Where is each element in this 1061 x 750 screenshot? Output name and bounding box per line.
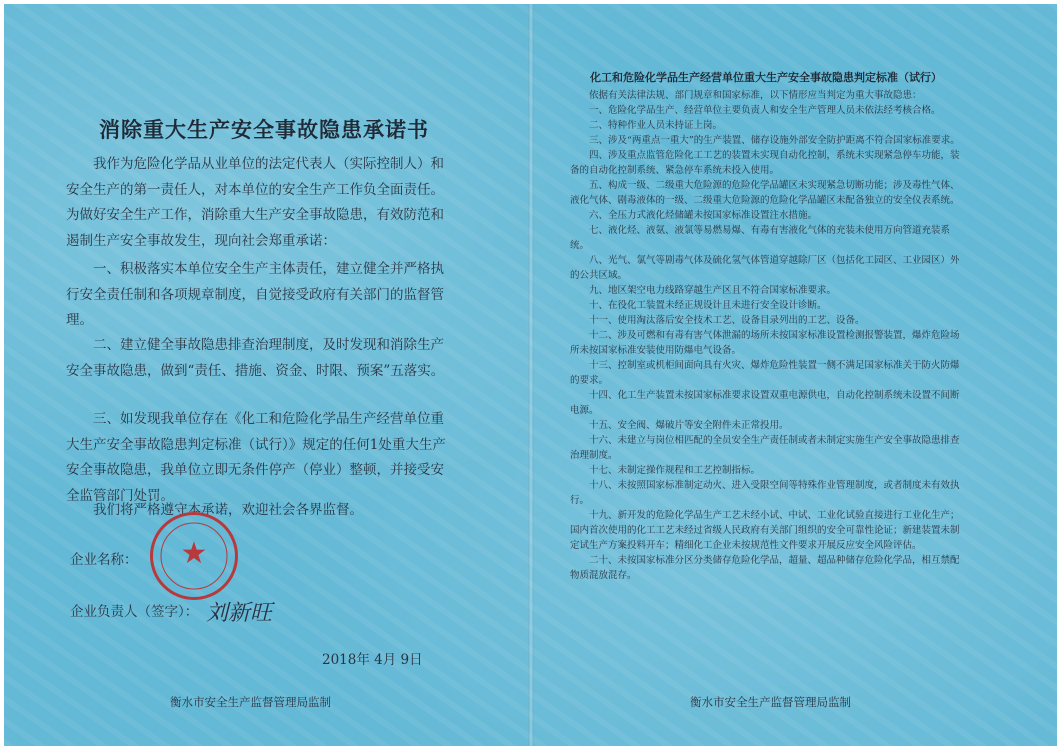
commitment-item-1: 一、积极落实本单位安全生产主体责任，建立健全并严格执行安全责任制和各项规章制度，自觉接受政府有关部门的监督管理。 <box>66 261 444 328</box>
standard-item: 十五、安全阀、爆破片等安全附件未正常投用。 <box>589 420 789 431</box>
standard-item: 九、地区架空电力线路穿越生产区且不符合国家标准要求。 <box>589 285 837 296</box>
standard-item: 十、在役化工装置未经正规设计且未进行安全设计诊断。 <box>589 300 827 311</box>
star-icon: ★ <box>180 536 208 571</box>
signing-date: 2018年 4月 9日 <box>322 652 423 668</box>
standard-item: 十四、化工生产装置未按国家标准要求设置双重电源供电，自动化控制系统未设置不间断电源。 <box>570 390 960 416</box>
standard-title: 化工和危险化学品生产经营单位重大生产安全事故隐患判定标准（试行） <box>590 71 942 84</box>
standard-item: 十七、未制定操作规程和工艺控制指标。 <box>589 465 761 476</box>
standard-item: 七、液化烃、液氨、液氯等易燃易爆、有毒有害液化气体的充装未使用万向管道充装系统。 <box>570 225 951 251</box>
page-fold <box>528 4 534 746</box>
standard-item: 十二、涉及可燃和有毒有害气体泄漏的场所未按国家标准设置检测报警装置，爆炸危险场所未按国家标准安装使用防爆电气设备。 <box>570 330 960 356</box>
commitment-title: 消除重大生产安全事故隐患承诺书 <box>99 117 429 142</box>
standard-item: 四、涉及重点监管危险化工工艺的装置未实现自动化控制，系统未实现紧急停车功能，装备的自动化控制系统、紧急停车系统未投入使用。 <box>570 150 960 176</box>
standard-item: 一、危险化学品生产、经营单位主要负责人和安全生产管理人员未依法经考核合格。 <box>589 105 941 116</box>
left-footer: 衡水市安全生产监督管理局监制 <box>170 695 331 709</box>
standard-item: 八、光气、氯气等剧毒气体及硫化氢气体管道穿越除厂区（包括化工园区、工业园区）外的公共区域。 <box>570 255 960 281</box>
standard-item: 十九、新开发的危险化学品生产工艺未经小试、中试、工业化试验直接进行工业化生产；国内首次使用的化工工艺未经过省级人民政府有关部门组织的安全可靠性论证；新建装置未制定试生产方案投料开车；精细化工企业未按规范性文件要求开展反应安全风险评估。 <box>570 510 960 551</box>
commitment-item-2: 二、建立健全事故隐患排查治理制度，及时发现和消除生产安全事故隐患，做到“责任、措施、资金、时限、预案”五落实。 <box>66 337 445 379</box>
standard-item: 二、特种作业人员未持证上岗。 <box>589 120 723 131</box>
standard-items-list <box>570 88 966 583</box>
intro-paragraph: 我作为危险化学品从业单位的法定代表人（实际控制人）和安全生产的第一责任人，对本单位的安全生产工作负全面责任。为做好安全生产工作，消除重大生产安全事故隐患，有效防范和遏制生产安全事故发生，现向社会郑重承诺： <box>66 156 444 249</box>
standard-item: 十八、未按照国家标准制定动火、进入受限空间等特殊作业管理制度，或者制度未有效执行。 <box>570 480 960 506</box>
company-seal <box>150 512 238 600</box>
commitment-item-3: 三、如发现我单位存在《化工和危险化学品生产经营单位重大生产安全事故隐患判定标准（试行）》规定的任何1处重大生产安全事故隐患，我单位立即无条件停产（停业）整顿，并接受安全监管部门处罚。 <box>66 411 446 504</box>
standard-item: 三、涉及“两重点一重大”的生产装置、储存设施外部安全防护距离不符合国家标准要求。 <box>589 135 960 146</box>
standard-item: 十一、使用淘汰落后安全技术工艺、设备目录列出的工艺、设备。 <box>589 315 865 326</box>
closing-statement: 我们将严格遵守本承诺，欢迎社会各界监督。 <box>93 502 363 518</box>
company-name-label: 企业名称： <box>70 552 138 568</box>
responsible-person-label: 企业负责人（签字）： <box>70 604 199 620</box>
standard-item: 六、全压力式液化烃储罐未按国家标准设置注水措施。 <box>589 210 818 221</box>
right-footer: 衡水市安全生产监督管理局监制 <box>690 695 851 709</box>
standard-item: 十三、控制室或机柜间面向具有火灾、爆炸危险性装置一侧不满足国家标准关于防火防爆的要求。 <box>570 360 960 386</box>
standard-item: 二十、未按国家标准分区分类储存危险化学品，超量、超品种储存危险化学品，相互禁配物质混放混存。 <box>570 555 960 581</box>
handwritten-signature: 刘新旺 <box>206 601 273 626</box>
standard-item: 五、构成一级、二级重大危险源的危险化学品罐区未实现紧急切断功能；涉及毒性气体、液化气体、剧毒液体的一级、二级重大危险源的危险化学品罐区未配备独立的安全仪表系统。 <box>570 180 960 206</box>
standard-intro: 依据有关法律法规、部门规章和国家标准，以下情形应当判定为重大事故隐患： <box>589 90 922 101</box>
standard-item: 十六、未建立与岗位相匹配的全员安全生产责任制或者未制定实施生产安全事故隐患排查治理制度。 <box>570 435 960 461</box>
